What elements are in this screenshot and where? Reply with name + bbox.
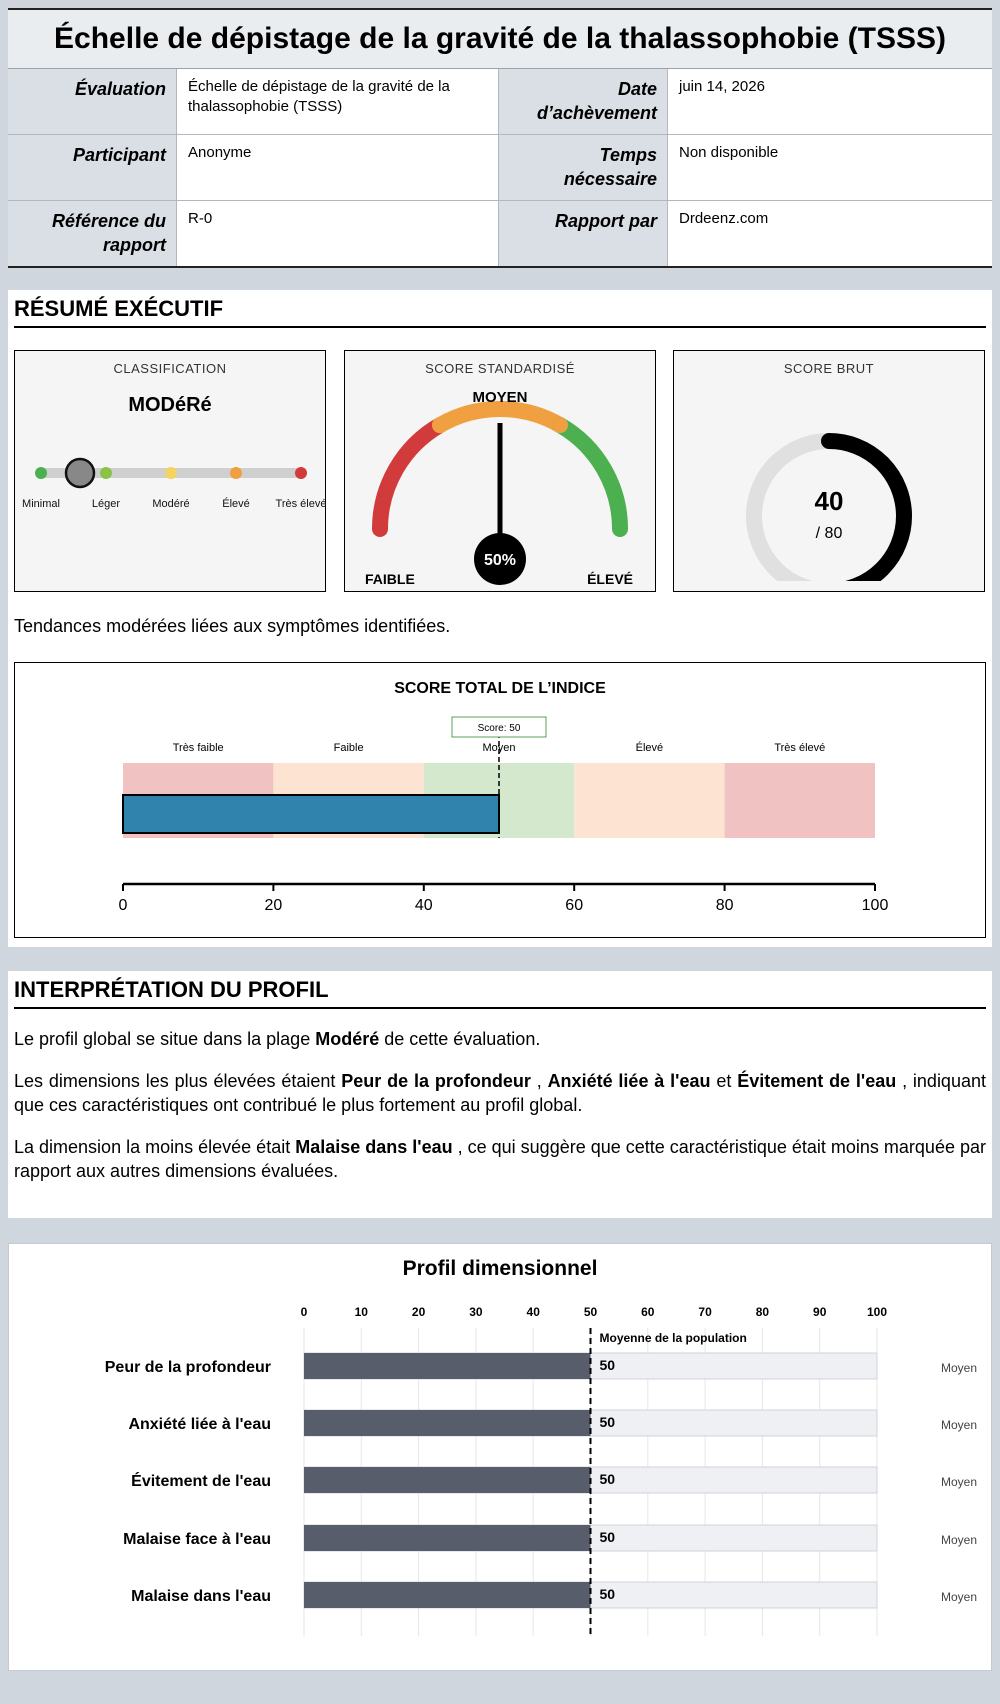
- profile-tick-label: 90: [813, 1305, 827, 1319]
- profile-bar: [304, 1582, 591, 1608]
- dimensional-profile-chart: [9, 1244, 991, 1670]
- profile-level-label: Moyen: [940, 1475, 978, 1489]
- standard-score-gauge: [345, 379, 655, 589]
- profile-tick-label: 80: [755, 1305, 770, 1319]
- text: La dimension la moins élevée était: [14, 1137, 296, 1157]
- range-label: Modéré: [315, 1029, 380, 1049]
- dimension-name: Évitement de l'eau: [737, 1071, 897, 1091]
- index-band: [574, 763, 724, 838]
- info-label: Rapport par: [499, 201, 668, 266]
- profile-tick-label: 60: [641, 1305, 655, 1319]
- profile-tick-label: 20: [411, 1305, 426, 1319]
- profile-category-label: Évitement de l'eau: [131, 1473, 271, 1490]
- gauge-segment: [380, 425, 440, 529]
- index-tick-label: 100: [861, 897, 889, 914]
- executive-summary-section: [8, 290, 992, 947]
- index-tick-label: 60: [565, 897, 584, 914]
- info-label: Temps nécessaire: [499, 135, 668, 200]
- level-label: Minimal: [22, 498, 60, 510]
- index-band-label: Faible: [333, 742, 364, 754]
- interpretation-section: [8, 971, 992, 1218]
- raw-score-donut: [674, 381, 984, 581]
- info-value: Anonyme: [177, 135, 499, 200]
- gauge-top-label: MOYEN: [472, 389, 528, 406]
- dimensional-profile-card: [8, 1243, 992, 1671]
- info-row: [8, 69, 992, 135]
- index-tick-label: 20: [264, 897, 283, 914]
- raw-score-max: / 80: [815, 525, 843, 542]
- info-label: Participant: [8, 135, 177, 200]
- profile-level-label: Moyen: [940, 1533, 978, 1547]
- level-dot: [230, 467, 242, 479]
- section-title: INTERPRÉTATION DU PROFIL: [14, 971, 986, 1009]
- info-value: R-0: [177, 201, 499, 266]
- section-title: RÉSUMÉ EXÉCUTIF: [14, 290, 986, 328]
- profile-category-label: Peur de la profondeur: [104, 1359, 271, 1376]
- raw-score-value: 40: [814, 486, 844, 516]
- profile-tick-label: 30: [469, 1305, 483, 1319]
- text: Le profil global se situe dans la plage: [14, 1029, 316, 1049]
- profile-bar: [304, 1410, 591, 1436]
- index-band-label: Très faible: [172, 742, 224, 754]
- report-header: [8, 8, 992, 268]
- profile-level-label: Moyen: [940, 1361, 978, 1375]
- standard-score-card: [344, 350, 656, 592]
- index-tick-label: 0: [118, 897, 128, 914]
- dimension-name: Anxiété liée à l'eau: [547, 1071, 711, 1091]
- report-title: Échelle de dépistage de la gravité de la thalassophobie (TSSS): [8, 10, 992, 69]
- gauge-high-label: ÉLEVÉ: [587, 571, 633, 587]
- level-label: Léger: [91, 498, 121, 510]
- gauge-segment: [560, 425, 620, 529]
- info-value: juin 14, 2026: [679, 78, 765, 95]
- profile-tick-label: 40: [526, 1305, 540, 1319]
- profile-bar: [304, 1353, 591, 1379]
- text: de cette évaluation.: [379, 1029, 541, 1049]
- index-band-label: Très élevé: [774, 742, 826, 754]
- profile-category-label: Malaise dans l'eau: [131, 1588, 271, 1605]
- profile-value-label: 50: [599, 1529, 616, 1545]
- raw-score-card: [673, 350, 985, 592]
- profile-category-label: Malaise face à l'eau: [123, 1531, 271, 1548]
- index-score-card: [14, 662, 986, 938]
- text: et: [710, 1071, 738, 1091]
- gauge-value: 50%: [483, 552, 517, 569]
- profile-bar: [304, 1525, 591, 1551]
- profile-tick-label: 10: [354, 1305, 368, 1319]
- level-label: Élevé: [222, 498, 250, 510]
- population-mean-label: Moyenne de la population: [599, 1331, 747, 1345]
- classification-scale: [15, 446, 327, 586]
- index-band-label: Moyen: [482, 742, 516, 754]
- info-value: Échelle de dépistage de la gravité de la thalassophobie (TSSS): [177, 69, 499, 134]
- profile-tick-label: 50: [583, 1305, 598, 1319]
- index-score-chart: [15, 663, 985, 937]
- profile-tick-label: 0: [300, 1305, 308, 1319]
- level-label: Modéré: [152, 498, 190, 510]
- gauge-joint: [552, 417, 568, 433]
- level-dot: [165, 467, 177, 479]
- info-label: Évaluation: [8, 69, 177, 134]
- info-value: Drdeenz.com: [679, 210, 769, 227]
- profile-chart-title: Profil dimensionnel: [402, 1257, 598, 1280]
- raw-score-heading: SCORE BRUT: [783, 361, 875, 376]
- level-dot: [100, 467, 112, 479]
- profile-tick-label: 100: [866, 1305, 888, 1319]
- profile-level-label: Moyen: [940, 1590, 978, 1604]
- level-label: Très élevé: [275, 498, 327, 510]
- interpretation-paragraph-1: [14, 1027, 986, 1051]
- interpretation-paragraph-2: [14, 1069, 986, 1117]
- index-chart-title: SCORE TOTAL DE L’INDICE: [394, 680, 606, 697]
- classification-value: MODéRé: [128, 394, 212, 416]
- classification-marker: [66, 459, 94, 487]
- profile-category-label: Anxiété liée à l'eau: [128, 1416, 271, 1433]
- level-dot: [35, 467, 47, 479]
- text: Les dimensions les plus élevées étaient: [14, 1071, 342, 1091]
- interpretation-paragraph-3: [14, 1135, 986, 1183]
- index-band: [725, 763, 875, 838]
- profile-value-label: 50: [599, 1471, 616, 1487]
- gauge-segment: [440, 409, 560, 425]
- dimension-name: Peur de la profondeur: [341, 1071, 531, 1091]
- info-label: Référence du rapport: [8, 201, 177, 266]
- info-value: Non disponible: [679, 144, 779, 161]
- dimension-name: Malaise dans l'eau: [295, 1137, 453, 1157]
- classification-card: [14, 350, 326, 592]
- index-score-label: Score: 50: [477, 723, 521, 734]
- text: ,: [530, 1071, 548, 1091]
- standard-score-heading: SCORE STANDARDISÉ: [425, 361, 575, 376]
- profile-bar: [304, 1467, 591, 1493]
- profile-value-label: 50: [599, 1586, 616, 1602]
- profile-tick-label: 70: [698, 1305, 712, 1319]
- info-row: [8, 201, 992, 266]
- profile-level-label: Moyen: [940, 1418, 978, 1432]
- gauge-low-label: FAIBLE: [365, 571, 415, 587]
- index-band-label: Élevé: [635, 742, 664, 754]
- info-row: [8, 135, 992, 201]
- text: , ce qui suggère que cette caractéristique était moins marquée par rapport aux autres dimensions évaluées.: [14, 1137, 986, 1181]
- gauge-joint: [432, 417, 448, 433]
- profile-value-label: 50: [599, 1357, 616, 1373]
- summary-text: Tendances modérées liées aux symptômes identifiées.: [14, 616, 451, 636]
- index-tick-label: 40: [414, 897, 433, 914]
- info-label: Date d’achèvement: [499, 69, 668, 134]
- index-score-bar: [123, 795, 499, 833]
- profile-value-label: 50: [599, 1414, 616, 1430]
- text: , indiquant que ces caractéristiques ont contribué le plus fortement au profil global.: [14, 1071, 986, 1115]
- classification-heading: CLASSIFICATION: [113, 361, 227, 376]
- level-dot: [295, 467, 307, 479]
- index-tick-label: 80: [715, 897, 734, 914]
